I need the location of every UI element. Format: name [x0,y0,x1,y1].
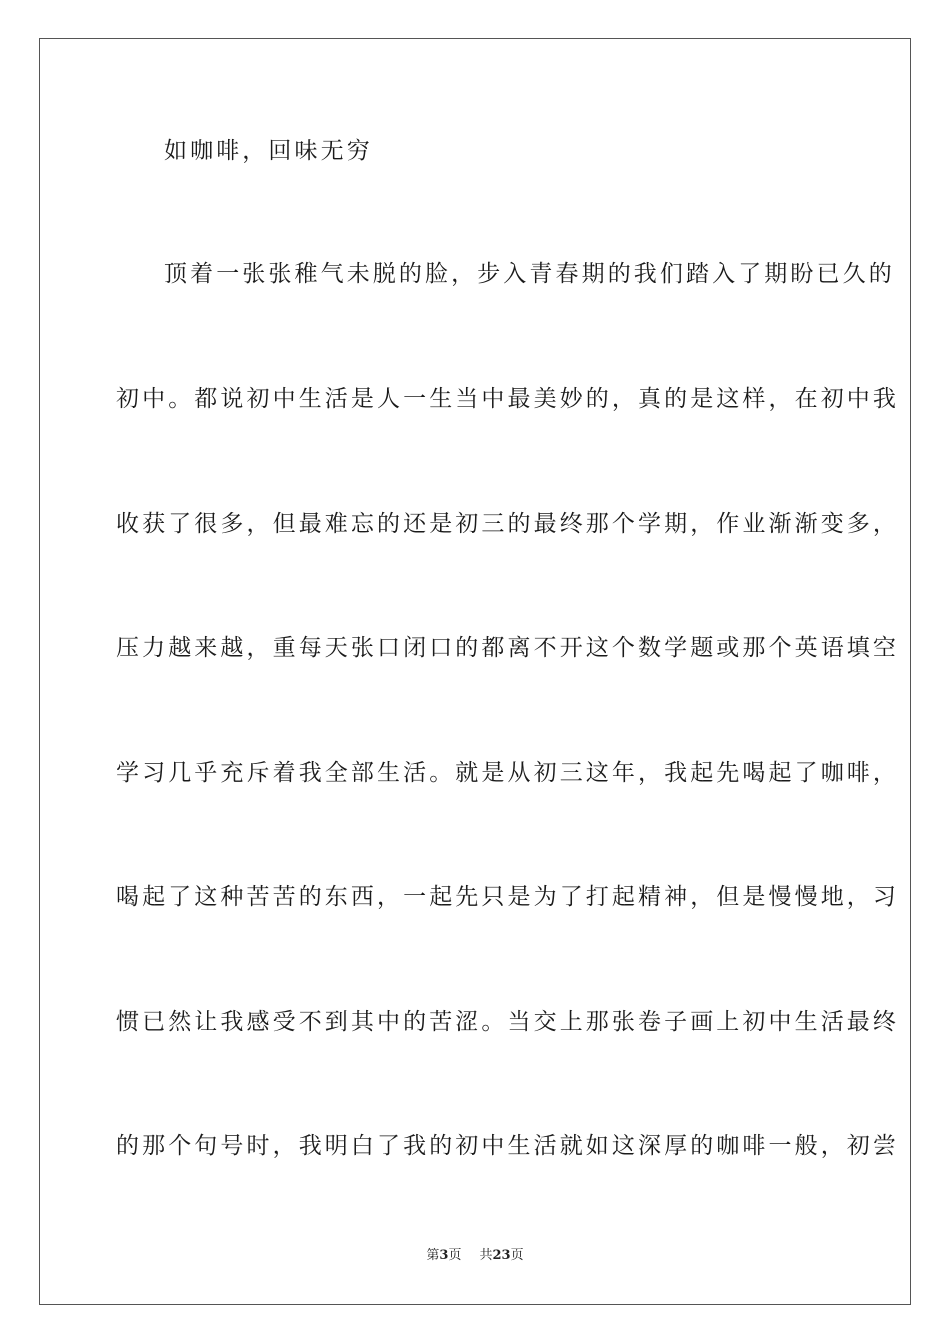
page-footer [0,1247,950,1265]
document-heading: 如咖啡，回味无穷 [164,138,373,164]
page-number: 3 [439,1248,449,1263]
body-line-2: 初中。都说初中生活是人一生当中最美妙的，真的是这样，在初中我 [116,386,899,412]
body-line-4: 压力越来越，重每天张口闭口的都离不开这个数学题或那个英语填空 [116,635,899,661]
total-prefix: 共 [479,1248,493,1263]
page-suffix: 页 [448,1248,462,1263]
body-line-7: 惯已然让我感受不到其中的苦涩。当交上那张卷子画上初中生活最终 [116,1009,899,1035]
body-line-1: 顶着一张张稚气未脱的脸，步入青春期的我们踏入了期盼已久的 [164,261,895,287]
body-line-6: 喝起了这种苦苦的东西，一起先只是为了打起精神，但是慢慢地，习 [116,884,899,910]
total-suffix: 页 [510,1248,524,1263]
body-line-5: 学习几乎充斥着我全部生活。就是从初三这年，我起先喝起了咖啡， [116,760,899,786]
body-line-3: 收获了很多，但最难忘的还是初三的最终那个学期，作业渐渐变多， [116,511,899,537]
body-line-8: 的那个句号时，我明白了我的初中生活就如这深厚的咖啡一般，初尝 [116,1133,899,1159]
page-prefix: 第 [426,1248,440,1263]
page-frame [39,38,911,1305]
total-pages: 23 [492,1248,511,1263]
